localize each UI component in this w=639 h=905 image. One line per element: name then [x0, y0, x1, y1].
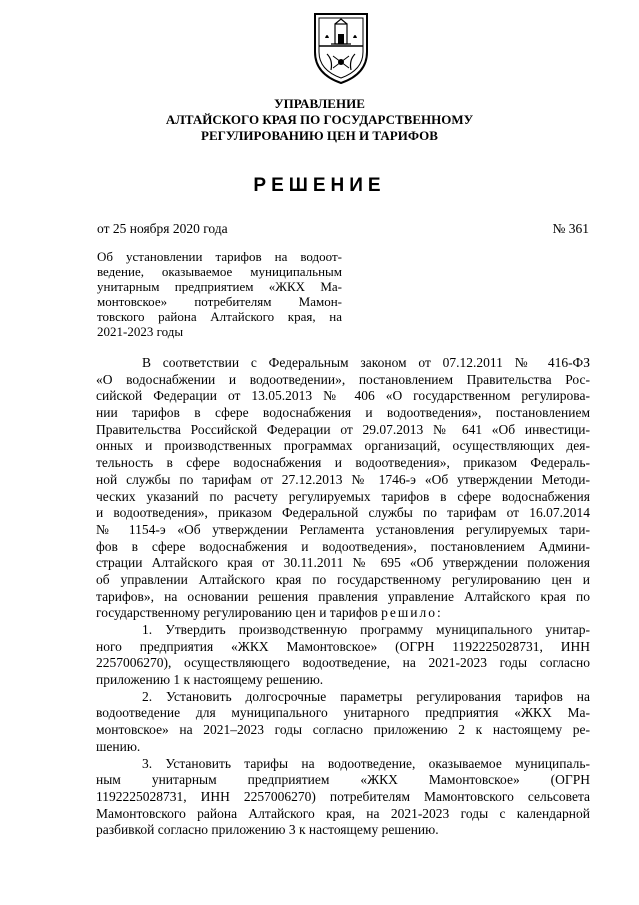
body-line: ным унитарным предприятием «ЖКХ Мамонтовское» (ОГРН	[96, 772, 590, 788]
body-line: ной службы по тарифам от 27.12.2013 № 1746-э «Об утверждении Методи-	[96, 471, 590, 487]
document-date: от 25 ноября 2020 года	[97, 221, 228, 236]
document-title: РЕШЕНИЕ	[253, 175, 386, 196]
org-line: АЛТАЙСКОГО КРАЯ ПО ГОСУДАРСТВЕННОМУ	[165, 112, 474, 127]
body-line: Правительства Российской Федерации от 29.07.2013 № 641 «Об инвестици-	[96, 421, 590, 437]
document-subject	[97, 249, 342, 339]
subject-line: ведение, оказываемое муниципальным	[97, 264, 342, 279]
document-body	[96, 355, 590, 839]
body-line: тельность в сфере водоснабжения и водоотведения», приказом Федераль-	[96, 455, 590, 471]
body-line: страции Алтайского края от 30.11.2011 № 695 «Об утверждении положения	[96, 555, 590, 571]
body-line: «О водоснабжении и водоотведении», постановлением Правительства Рос-	[96, 371, 590, 387]
subject-line: 2021-2023 годы	[97, 324, 184, 339]
body-line: и водоотведения», приказом Федеральной службы по тарифам от 16.07.2014	[96, 505, 590, 521]
body-line: 2. Установить долгосрочные параметры регулирования тарифов на	[142, 688, 590, 704]
body-line: 1192225028731, ИНН 2257006270) потребителям Мамонтовского сельсовета	[96, 788, 590, 804]
organization-name	[0, 96, 639, 144]
body-line: нии тарифов в сфере водоснабжения и водоотведения», постановлением	[96, 405, 590, 421]
document-number: № 361	[552, 221, 589, 236]
body-line: ческих указаний по расчету регулируемых тарифов в сфере водоснабжения	[96, 488, 590, 504]
org-line: РЕГУЛИРОВАНИЮ ЦЕН И ТАРИФОВ	[201, 128, 438, 143]
body-line: 3. Установить тарифы на водоотведение, оказываемое муниципаль-	[142, 755, 590, 771]
coat-of-arms-icon	[311, 8, 371, 86]
body-line: В соответствии с Федеральным законом от 07.12.2011 № 416-ФЗ	[142, 355, 590, 370]
decision-keyword: решило:	[381, 605, 443, 621]
body-line: онных и производственных программах организаций, осуществляющих дея-	[96, 438, 590, 454]
body-line: фов в сфере водоснабжения и водоотведения», постановлением Админи-	[96, 538, 590, 554]
body-line: ного предприятия «ЖКХ Мамонтовское» (ОГРН 1192225028731, ИНН	[96, 638, 590, 654]
body-line: об управлении Алтайского края по государственному регулированию цен и	[96, 571, 590, 587]
body-line: государственному регулированию цен и тарифов решило:	[96, 605, 443, 621]
body-line: разбивкой согласно приложению 3 к настоящему решению.	[96, 822, 439, 838]
body-line: Мамонтовского района Алтайского края, на 2021-2023 годы с календарной	[96, 805, 590, 821]
subject-line: унитарным предприятием «ЖКХ Ма-	[97, 279, 342, 294]
subject-line: товского района Алтайского края, на	[97, 309, 342, 324]
body-line: тарифов», на основании решения правления управление Алтайского края по	[96, 588, 590, 604]
body-line: 2257006270), осуществляющего водоотведение, на 2021-2023 годы согласно	[96, 655, 590, 671]
body-line: № 1154-э «Об утверждении Регламента установления регулируемых тари-	[96, 521, 590, 537]
org-line: УПРАВЛЕНИЕ	[274, 96, 365, 111]
body-line: приложению 1 к настоящему решению.	[96, 672, 324, 688]
body-line: шению.	[96, 738, 141, 754]
body-line: водоотведение для муниципального унитарного предприятия «ЖКХ Ма-	[96, 705, 590, 721]
subject-line: монтовское» потребителям Мамон-	[97, 294, 342, 309]
subject-line: Об установлении тарифов на водоот-	[97, 249, 342, 264]
body-line: монтовское» на 2021–2023 годы согласно приложению 2 к настоящему ре-	[96, 722, 590, 738]
body-line: сийской Федерации от 13.05.2013 № 406 «О государственном регулирова-	[96, 388, 590, 404]
body-line: 1. Утвердить производственную программу муниципального унитар-	[142, 622, 590, 637]
